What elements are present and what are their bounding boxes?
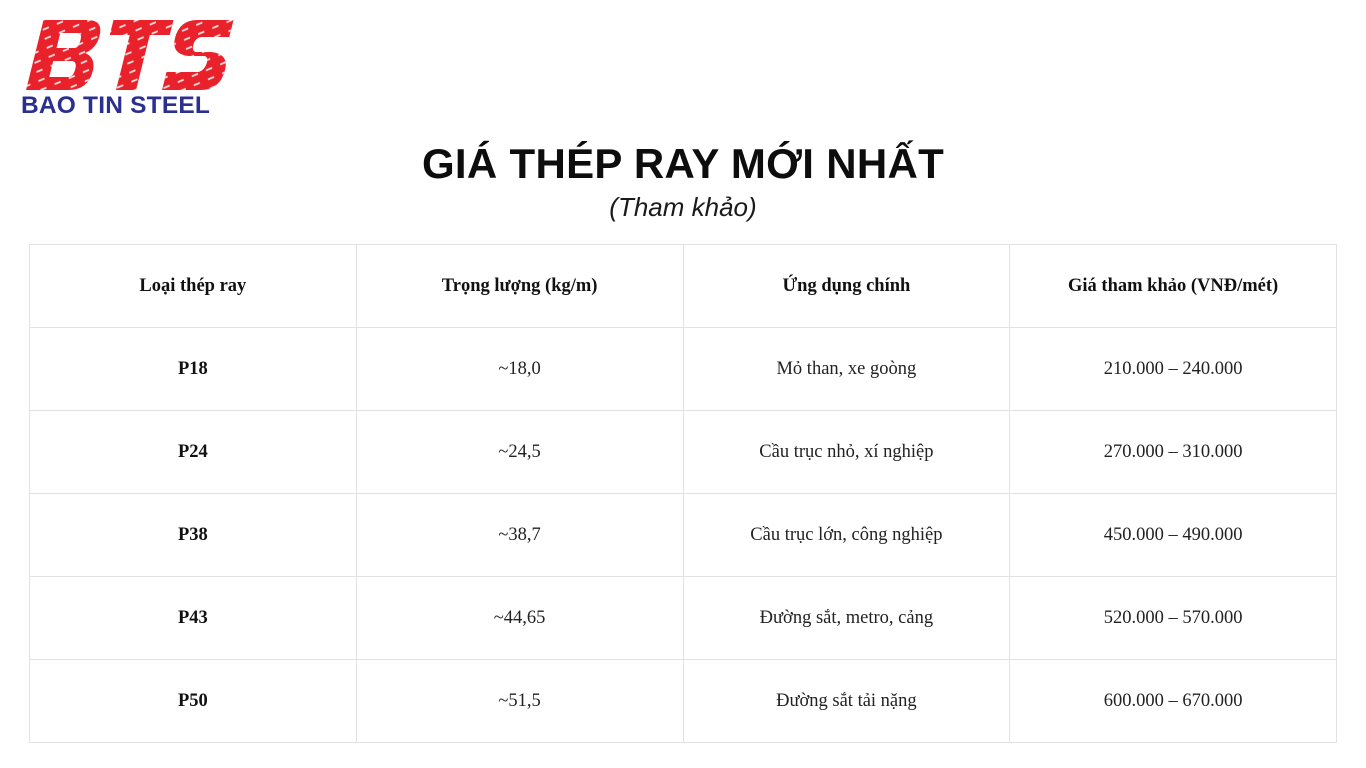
cell-type: P50 <box>30 660 357 743</box>
bts-logo-mark <box>20 18 235 92</box>
cell-weight: ~24,5 <box>356 411 683 494</box>
cell-weight: ~38,7 <box>356 494 683 577</box>
page-title: GIÁ THÉP RAY MỚI NHẤT <box>421 140 945 187</box>
cell-usage: Mỏ than, xe goòng <box>683 328 1010 411</box>
column-header-weight: Trọng lượng (kg/m) <box>356 245 683 328</box>
cell-type: P43 <box>30 577 357 660</box>
column-header-usage: Ứng dụng chính <box>683 245 1010 328</box>
cell-price: 450.000 – 490.000 <box>1010 494 1337 577</box>
cell-weight: ~51,5 <box>356 660 683 743</box>
brand-logo <box>20 18 235 118</box>
cell-usage: Đường sắt, metro, cảng <box>683 577 1010 660</box>
cell-price: 270.000 – 310.000 <box>1010 411 1337 494</box>
column-header-type: Loại thép ray <box>30 245 357 328</box>
cell-usage: Cầu trục nhỏ, xí nghiệp <box>683 411 1010 494</box>
brand-name: BAO TIN STEEL <box>21 92 211 119</box>
table-header-row <box>30 245 1337 328</box>
table-row <box>30 660 1337 743</box>
cell-price: 520.000 – 570.000 <box>1010 577 1337 660</box>
page-subtitle: (Tham khảo) <box>609 192 757 222</box>
cell-type: P18 <box>30 328 357 411</box>
cell-weight: ~44,65 <box>356 577 683 660</box>
column-header-price: Giá tham khảo (VNĐ/mét) <box>1010 245 1337 328</box>
cell-price: 600.000 – 670.000 <box>1010 660 1337 743</box>
cell-type: P38 <box>30 494 357 577</box>
table-row <box>30 494 1337 577</box>
cell-price: 210.000 – 240.000 <box>1010 328 1337 411</box>
cell-type: P24 <box>30 411 357 494</box>
table-row <box>30 577 1337 660</box>
cell-usage: Đường sắt tải nặng <box>683 660 1010 743</box>
table-row <box>30 411 1337 494</box>
cell-weight: ~18,0 <box>356 328 683 411</box>
table-row <box>30 328 1337 411</box>
price-table <box>29 244 1337 743</box>
cell-usage: Cầu trục lớn, công nghiệp <box>683 494 1010 577</box>
